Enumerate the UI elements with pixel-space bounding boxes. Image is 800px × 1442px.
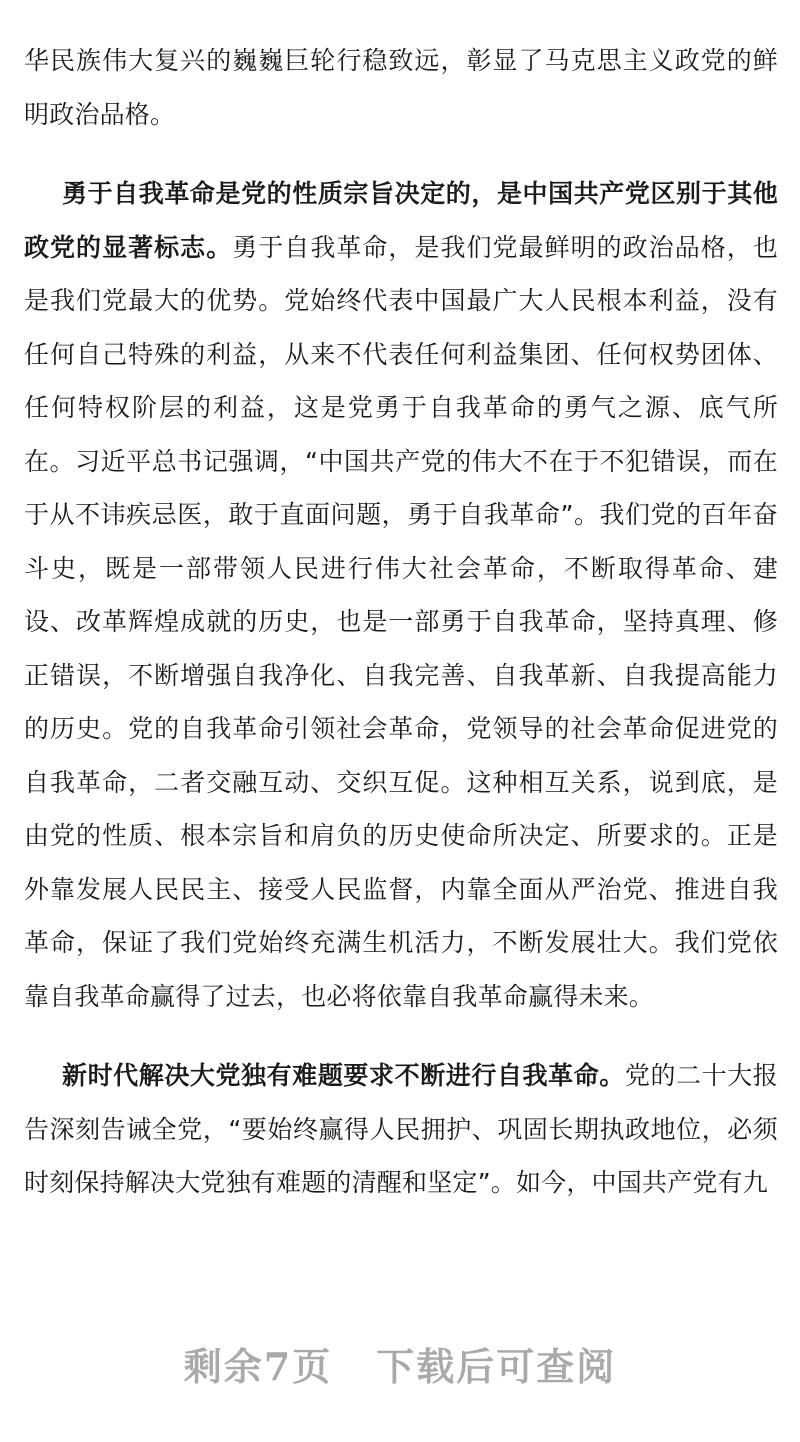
paragraph-3	[24, 1049, 778, 1210]
paragraph-3-body: 党的二十大报告深刻告诫全党，“要始终赢得人民拥护、巩固长期执政地位，必须时刻保持解决大党独有难题的清醒和坚定”。如今，中国共产党有九	[24, 1061, 778, 1197]
paragraph-1	[24, 34, 778, 141]
preview-footer	[0, 1336, 800, 1391]
download-hint-label: 下载后可查阅	[376, 1344, 617, 1389]
paragraph-3-heading: 新时代解决大党独有难题要求不断进行自我革命。	[62, 1061, 625, 1090]
paragraph-2	[24, 167, 778, 1023]
paragraph-2-body: 勇于自我革命，是我们党最鲜明的政治品格，也是我们党最大的优势。党始终代表中国最广大人民根本利益，没有任何自己特殊的利益，从来不代表任何利益集团、任何权势团体、任何特权阶层的利益，这是党勇于自我革命的勇气之源、底气所在。习近平总书记强调，“中国共产党的伟大不在于不犯错误，而在于从不讳疾忌医，敢于直面问题，勇于自我革命”。我们党的百年奋斗史，既是一部带领人民进行伟大社会革命，不断取得革命、建设、改革辉煌成就的历史，也是一部勇于自我革命，坚持真理、修正错误，不断增强自我净化、自我完善、自我革新、自我提高能力的历史。党的自我革命引领社会革命，党领导的社会革命促进党的自我革命，二者交融互动、交织互促。这种相互关系，说到底，是由党的性质、根本宗旨和肩负的历史使命所决定、所要求的。正是外靠发展人民民主、接受人民监督，内靠全面从严治党、推进自我革命，保证了我们党始终充满生机活力，不断发展壮大。我们党依靠自我革命赢得了过去，也必将依靠自我革命赢得未来。	[24, 232, 778, 1011]
document-page	[24, 34, 778, 1210]
paragraph-2-heading: 勇于自我革命是党的性质宗旨决定的，是中国共产党区别于其他政党的显著标志。	[24, 179, 778, 262]
paragraph-1-text: 华民族伟大复兴的巍巍巨轮行稳致远，彰显了马克思主义政党的鲜明政治品格。	[24, 46, 778, 129]
remaining-pages-label: 剩余7页	[183, 1344, 333, 1389]
